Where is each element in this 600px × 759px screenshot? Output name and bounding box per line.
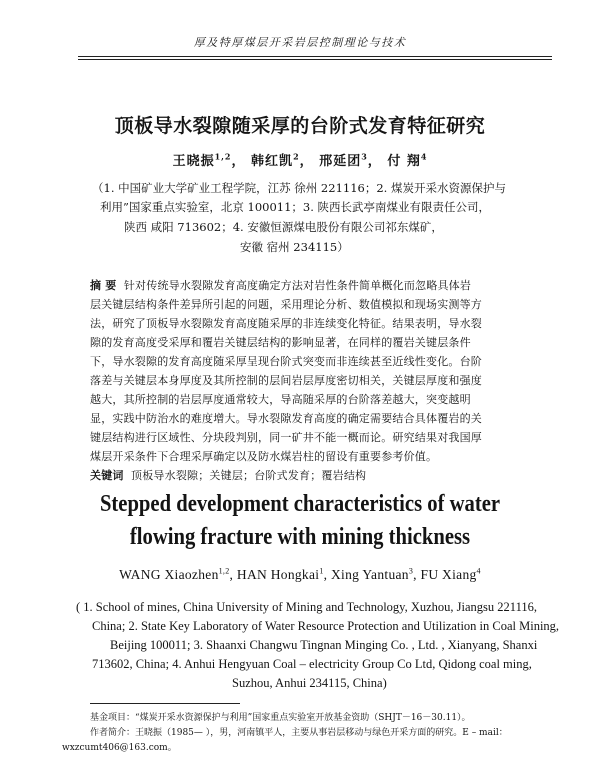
author-name: 邢延团 [319, 154, 362, 169]
author-footnote: 作者简介：王晓振（1985— ），男，河南镇平人，主要从事岩层移动与绿色开采方面的研究。E – mail： [90, 728, 508, 738]
author-name: 王晓振 [172, 154, 215, 169]
abstract-line: 法，研究了顶板导水裂隙发育高度随采厚的非连续变化特征。结果表明，导水裂 [90, 317, 482, 330]
english-affiliation-line: ( 1. School of mines, China University of Mining and Technology, Xuzhou, Jiangsu 221116, [76, 600, 537, 614]
author-affiliation-mark: 1,2 [218, 566, 230, 576]
author-email: wxzcumt406@163.com。 [62, 743, 177, 753]
english-title-line: Stepped development characteristics of water [99, 491, 501, 517]
chinese-affiliation-line: 利用”国家重点实验室，北京 100011；3. 陕西长武亭南煤业有限责任公司， [100, 200, 491, 214]
author-affiliation-mark: 1,2 [214, 151, 232, 162]
author-separator: ， [367, 154, 382, 169]
author-affiliation-mark: 2 [293, 151, 300, 162]
author-separator: , [229, 567, 237, 582]
chinese-affiliation-line: （1. 中国矿业大学矿业工程学院，江苏 徐州 221116；2. 煤炭开采水资源保护与 [92, 181, 506, 195]
author-name: 付 翔 [387, 154, 421, 169]
author-affiliation-mark: 4 [476, 566, 481, 576]
abstract-line: 落差与关键层本身厚度及其所控制的层间岩层厚度密切相关，关键层厚度和强度 [90, 374, 482, 387]
abstract-line: 显，实践中防治水的难度增大。导水裂隙发育高度的确定需要结合具体覆岩的关 [90, 412, 482, 425]
abstract-label: 摘 要 [90, 279, 117, 292]
abstract-line: 键层结构进行区域性、分块段判别，同一矿井不能一概而论。研究结果对我国厚 [90, 431, 482, 444]
abstract-line: 煤层开采条件下合理采厚确定以及防水煤岩柱的留设有重要参考价值。 [90, 450, 438, 463]
abstract-line: 下，导水裂隙的发育高度随采厚呈现台阶式突变而非连续甚至近线性变化。台阶 [90, 355, 482, 368]
english-title-line: flowing fracture with mining thickness [129, 524, 471, 550]
author-affiliation-mark: 3 [361, 151, 368, 162]
author-affiliation-mark: 4 [420, 151, 428, 162]
author-affiliation-mark: 1 [319, 566, 324, 576]
author-affiliation-mark: 3 [408, 566, 414, 576]
abstract-line: 层关键层结构条件差异所引起的问题，采用理论分析、数值模拟和现场实测等方 [90, 298, 482, 311]
chinese-title: 顶板导水裂隙随采厚的台阶式发育特征研究 [114, 115, 486, 137]
keywords-label: 关键词 [90, 469, 124, 482]
author-separator: ， [299, 154, 314, 169]
keywords-line [90, 467, 366, 483]
header-rule [78, 56, 552, 57]
english-affiliation-line: China; 2. State Key Laboratory of Water Resource Protection and Utilization in Coal Mining, [92, 619, 560, 633]
author-separator: , [413, 567, 421, 582]
keywords-text: 顶板导水裂隙；关键层；台阶式发育；覆岩结构 [131, 469, 367, 482]
fund-footnote: 基金项目：“煤炭开采水资源保护与利用”国家重点实验室开放基金资助（SHJT－16－30.11）。 [90, 713, 471, 723]
author-name: Xing Yantuan [330, 567, 409, 582]
running-header: 厚及特厚煤层开采岩层控制理论与技术 [193, 36, 407, 49]
abstract-line [90, 277, 471, 293]
english-affiliation-line: Beijing 100011; 3. Shaanxi Changwu Tingnan Minging Co. , Ltd. , Xianyang, Shanxi [110, 638, 538, 652]
english-affiliation-line: Suzhou, Anhui 234115, China) [232, 676, 387, 690]
author-name: HAN Hongkai [236, 567, 320, 582]
english-authors [0, 567, 600, 583]
chinese-authors [0, 150, 600, 169]
author-name: FU Xiang [420, 567, 477, 582]
english-affiliation-line: 713602, China; 4. Anhui Hengyuan Coal – electricity Group Co Ltd, Qidong coal ming, [92, 657, 532, 671]
chinese-affiliation-line: 安徽 宿州 234115） [240, 240, 349, 254]
chinese-affiliation-line: 陕西 咸阳 713602；4. 安徽恒源煤电股份有限公司祁东煤矿， [124, 220, 443, 234]
abstract-text: 针对传统导水裂隙发育高度确定方法对岩性条件简单概化而忽略具体岩 [123, 279, 472, 292]
footnote-rule [90, 703, 240, 704]
author-name: 韩红凯 [251, 154, 294, 169]
author-name: WANG Xiaozhen [119, 567, 219, 582]
abstract-line: 隙的发育高度受采厚和覆岩关键层结构的影响显著，在同样的覆岩关键层条件 [90, 336, 471, 349]
author-separator: , [323, 567, 331, 582]
author-separator: ， [231, 154, 246, 169]
header-rule-thin [78, 59, 552, 60]
abstract-line: 越大，其所控制的岩层厚度通常较大，导高随采厚的台阶落差越大，突变越明 [90, 393, 471, 406]
